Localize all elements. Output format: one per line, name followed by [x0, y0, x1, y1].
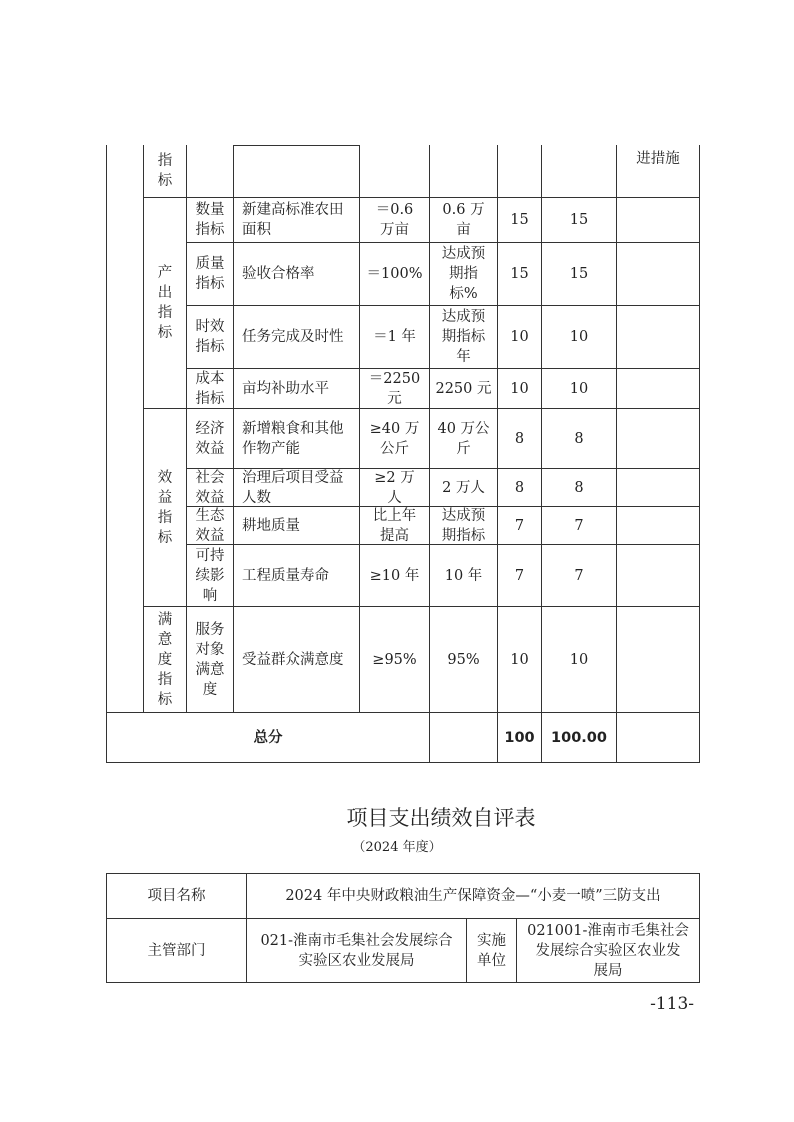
indicator-name-cell: 新建高标准农田 面积 — [233, 197, 360, 243]
total-score-cell: 100.00 — [541, 712, 617, 763]
total-label-cell: 总分 — [106, 712, 430, 763]
page-number: -113- — [650, 994, 694, 1014]
weight-cell: 10 — [497, 368, 542, 409]
score-cell: 10 — [541, 368, 617, 409]
actual-value-cell: 达成预 期指 标% — [429, 242, 498, 306]
score-cell: 10 — [541, 305, 617, 369]
unit-value: 021001-淮南市毛集社会 发展综合实验区农业发 展局 — [516, 918, 700, 983]
weight-cell: 8 — [497, 408, 542, 469]
empty-cell — [429, 712, 498, 763]
indicator-name-cell: 耕地质量 — [233, 506, 360, 545]
remark-cell — [616, 305, 700, 369]
form-title: 项目支出绩效自评表 — [346, 806, 536, 830]
empty-cell — [359, 145, 430, 198]
target-value-cell: ≥2 万 人 — [359, 468, 430, 507]
target-value-cell: ＝100% — [359, 242, 430, 306]
unit-label: 实施 单位 — [466, 918, 517, 983]
indicator-name-cell: 亩均补助水平 — [233, 368, 360, 409]
actual-value-cell: 达成预 期指标 年 — [429, 305, 498, 369]
target-value-cell: ≥40 万 公斤 — [359, 408, 430, 469]
empty-cell — [186, 145, 234, 198]
category-cell: 效 益 指 标 — [143, 408, 187, 607]
empty-cell — [233, 145, 360, 198]
weight-cell: 15 — [497, 242, 542, 306]
score-cell: 10 — [541, 606, 617, 713]
target-value-cell: ＝1 年 — [359, 305, 430, 369]
weight-cell: 10 — [497, 305, 542, 369]
sub-indicator-cell: 时效 指标 — [186, 305, 234, 369]
target-value-cell: ＝2250 元 — [359, 368, 430, 409]
actual-value-cell: 2250 元 — [429, 368, 498, 409]
sub-indicator-cell: 质量 指标 — [186, 242, 234, 306]
actual-value-cell: 40 万公 斤 — [429, 408, 498, 469]
weight-cell: 10 — [497, 606, 542, 713]
indicator-name-cell: 受益群众满意度 — [233, 606, 360, 713]
sub-indicator-cell: 生态 效益 — [186, 506, 234, 545]
weight-cell: 8 — [497, 468, 542, 507]
dept-value: 021-淮南市毛集社会发展综合 实验区农业发展局 — [246, 918, 467, 983]
remark-cell — [616, 368, 700, 409]
indicator-name-cell: 验收合格率 — [233, 242, 360, 306]
category-cell: 满 意 度 指 标 — [143, 606, 187, 713]
blank-column-cell — [106, 145, 144, 713]
indicator-name-cell: 新增粮食和其他 作物产能 — [233, 408, 360, 469]
project-name-value: 2024 年中央财政粮油生产保障资金—“小麦一喷”三防支出 — [246, 873, 700, 919]
actual-value-cell: 2 万人 — [429, 468, 498, 507]
remark-cell — [616, 544, 700, 607]
remark-cell — [616, 197, 700, 243]
empty-cell — [616, 712, 700, 763]
sub-indicator-cell: 服务 对象 满意 度 — [186, 606, 234, 713]
score-cell: 7 — [541, 506, 617, 545]
actual-value-cell: 95% — [429, 606, 498, 713]
empty-cell — [497, 145, 542, 198]
score-cell: 8 — [541, 408, 617, 469]
sub-indicator-cell: 可持 续影 响 — [186, 544, 234, 607]
total-weight-cell: 100 — [497, 712, 542, 763]
indicator-name-cell: 治理后项目受益 人数 — [233, 468, 360, 507]
target-value-cell: ＝0.6 万亩 — [359, 197, 430, 243]
weight-cell: 15 — [497, 197, 542, 243]
sub-indicator-cell: 社会 效益 — [186, 468, 234, 507]
score-cell: 7 — [541, 544, 617, 607]
weight-cell: 7 — [497, 544, 542, 607]
score-cell: 15 — [541, 242, 617, 306]
actual-value-cell: 达成预 期指标 — [429, 506, 498, 545]
actual-value-cell: 0.6 万 亩 — [429, 197, 498, 243]
sub-indicator-cell: 数量 指标 — [186, 197, 234, 243]
indicator-name-cell: 任务完成及时性 — [233, 305, 360, 369]
sub-indicator-cell: 成本 指标 — [186, 368, 234, 409]
indicator-name-cell: 工程质量寿命 — [233, 544, 360, 607]
remark-cell: 进措施 — [616, 145, 700, 198]
sub-indicator-cell: 经济 效益 — [186, 408, 234, 469]
remark-cell — [616, 408, 700, 469]
dept-label: 主管部门 — [106, 918, 247, 983]
remark-cell — [616, 606, 700, 713]
target-value-cell: 比上年 提高 — [359, 506, 430, 545]
remark-cell — [616, 242, 700, 306]
target-value-cell: ≥95% — [359, 606, 430, 713]
remark-cell — [616, 506, 700, 545]
score-cell: 15 — [541, 197, 617, 243]
score-cell: 8 — [541, 468, 617, 507]
project-name-label: 项目名称 — [106, 873, 247, 919]
form-year: （2024 年度） — [352, 840, 442, 855]
target-value-cell: ≥10 年 — [359, 544, 430, 607]
remark-cell — [616, 468, 700, 507]
empty-cell — [429, 145, 498, 198]
category-cell: 产 出 指 标 — [143, 197, 187, 409]
empty-cell — [541, 145, 617, 198]
category-cell: 指 标 — [143, 145, 187, 198]
actual-value-cell: 10 年 — [429, 544, 498, 607]
weight-cell: 7 — [497, 506, 542, 545]
